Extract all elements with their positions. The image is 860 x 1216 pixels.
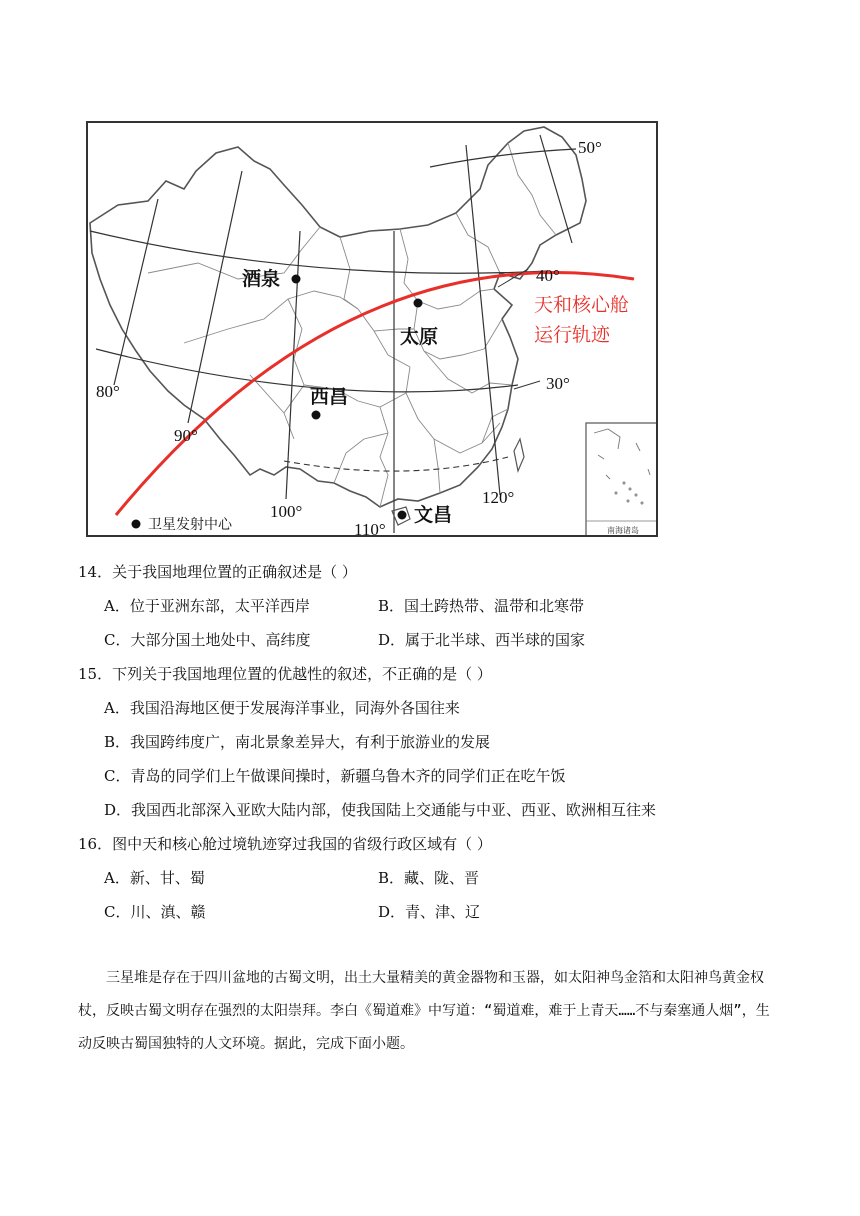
question-16-option-c: C．川、滇、赣 xyxy=(104,903,206,921)
latitude-label-40: 40° xyxy=(536,266,560,285)
question-14-option-c: C．大部分国土地处中、高纬度 xyxy=(104,631,311,649)
latitude-label-30: 30° xyxy=(546,374,570,393)
longitude-label-90: 90° xyxy=(174,426,198,445)
longitude-label-120: 120° xyxy=(482,488,515,507)
taiwan-island xyxy=(514,439,524,471)
question-15-option-d: D．我国西北部深入亚欧大陆内部，使我国陆上交通能与中亚、西亚、欧洲相互往来 xyxy=(104,801,657,819)
question-16-option-b: B．藏、陇、晋 xyxy=(378,869,480,887)
legend-dot xyxy=(132,520,141,529)
longitude-lines xyxy=(114,135,572,533)
trajectory-label-line2: 运行轨迹 xyxy=(534,324,611,346)
taiyuan-dot xyxy=(414,299,423,308)
inset-label: 南海诸岛 xyxy=(607,526,639,535)
xichang-label: 西昌 xyxy=(310,386,349,408)
longitude-label-110: 110° xyxy=(354,520,386,535)
china-map-svg xyxy=(88,123,656,535)
south-sea-inset-box xyxy=(586,423,656,535)
wenchang-dot xyxy=(398,511,407,520)
trajectory-label-line1: 天和核心舱 xyxy=(534,294,630,316)
xichang-dot xyxy=(312,411,321,420)
question-15-option-b: B．我国跨纬度广，南北景象差异大，有利于旅游业的发展 xyxy=(104,733,491,751)
legend-label: 卫星发射中心 xyxy=(148,517,232,533)
question-15-option-c: C．青岛的同学们上午做课间操时，新疆乌鲁木齐的同学们正在吃午饭 xyxy=(104,767,566,785)
question-16-option-d: D．青、津、辽 xyxy=(378,903,481,921)
question-14-stem: 14．关于我国地理位置的正确叙述是（ ） xyxy=(78,563,357,581)
china-map-figure xyxy=(86,121,658,537)
question-16-option-a: A．新、甘、蜀 xyxy=(104,869,205,887)
longitude-label-80: 80° xyxy=(96,382,120,401)
jiuquan-label: 酒泉 xyxy=(242,268,281,290)
passage-text: 三星堆是存在于四川盆地的古蜀文明，出土大量精美的黄金器物和玉器，如太阳神鸟金箔和太阳神鸟黄金权杖，反映古蜀文明存在强烈的太阳崇拜。李白《蜀道难》中写道：“蜀道难，难于上青天……不与秦塞通人烟”，生动反映古蜀国独特的人文环境。据此，完成下面小题。 xyxy=(78,970,770,1052)
question-15-option-a: A．我国沿海地区便于发展海洋事业，同海外各国往来 xyxy=(104,699,460,717)
jiuquan-dot xyxy=(292,275,301,284)
latitude-40-pointer xyxy=(498,269,528,287)
wenchang-label: 文昌 xyxy=(414,504,453,526)
question-14-option-a: A．位于亚洲东部，太平洋西岸 xyxy=(104,597,310,615)
question-15-stem: 15．下列关于我国地理位置的优越性的叙述，不正确的是（ ） xyxy=(78,665,492,683)
taiyuan-label: 太原 xyxy=(400,326,439,348)
tropic-of-cancer-line xyxy=(284,457,508,471)
question-14-option-b: B．国土跨热带、温带和北寒带 xyxy=(378,597,585,615)
longitude-label-100: 100° xyxy=(270,502,303,521)
reading-passage xyxy=(78,962,780,1061)
latitude-label-50: 50° xyxy=(578,138,602,157)
question-16-stem: 16．图中天和核心舱过境轨迹穿过我国的省级行政区域有（ ） xyxy=(78,835,492,853)
china-outline xyxy=(90,127,586,507)
question-14-option-d: D．属于北半球、西半球的国家 xyxy=(378,631,586,649)
